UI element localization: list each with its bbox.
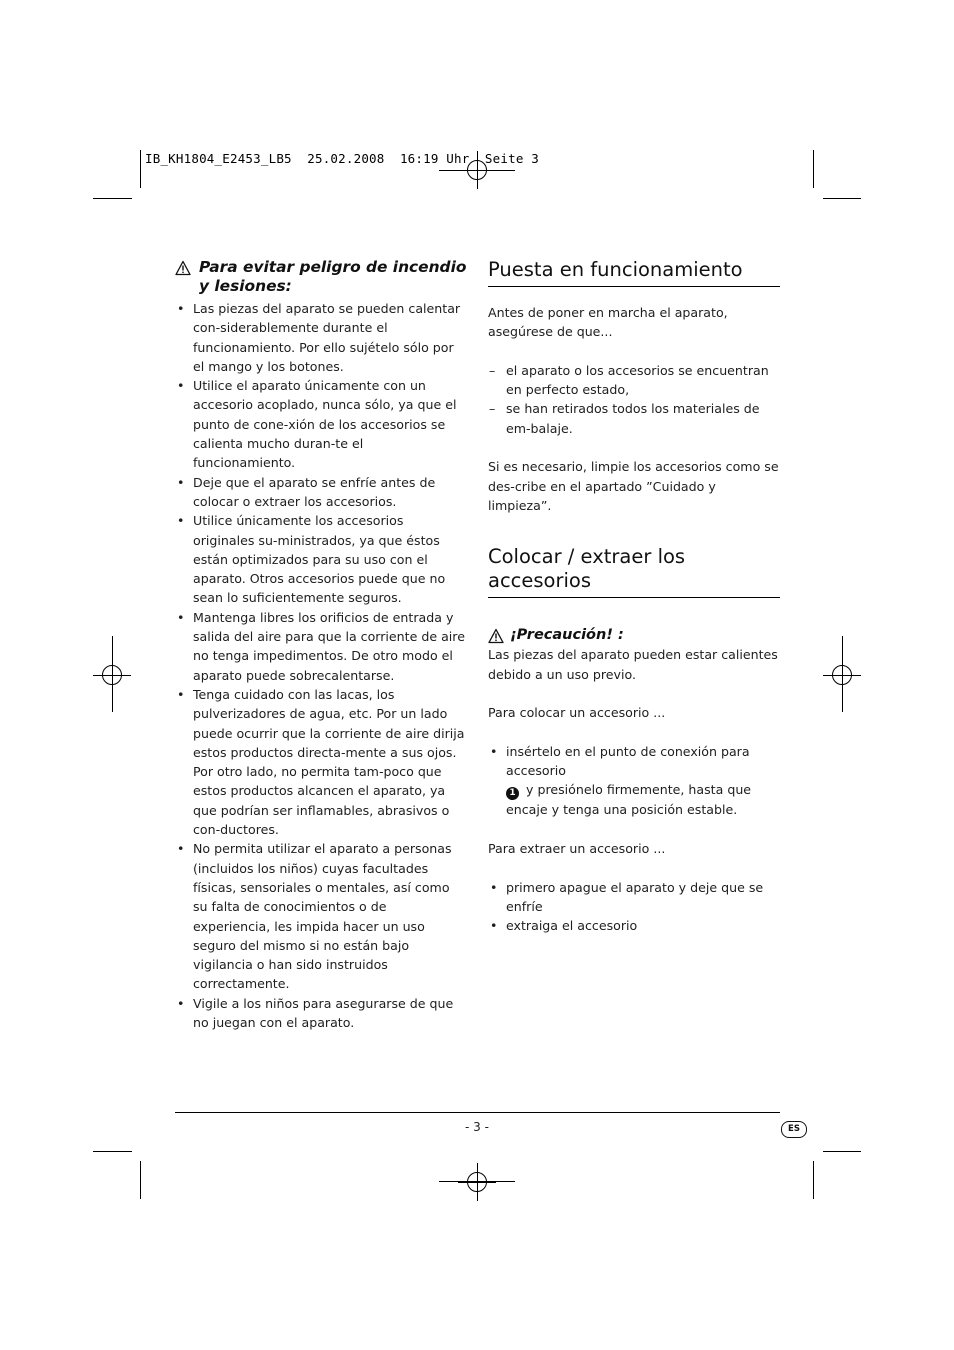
safety-column	[175, 258, 467, 1032]
list-item: • Mantenga libres los orificios de entrada y salida del aire para que la corriente de aire no tenga impedimentos. De otro modo el aparato puede sobrecalentarse.	[175, 608, 467, 685]
crop-mark	[823, 198, 861, 199]
crop-mark	[842, 636, 843, 712]
crop-mark	[140, 150, 141, 188]
puesta-intro: Antes de poner en marcha el aparato, asegúrese de que...	[488, 305, 728, 340]
crop-mark	[93, 198, 132, 199]
remove-label: Para extraer un accesorio ...	[488, 840, 666, 856]
list-item: • extraiga el accesorio	[488, 916, 780, 935]
footer-rule	[175, 1112, 780, 1113]
crop-mark	[439, 1181, 515, 1182]
list-item: • No permita utilizar el aparato a personas (incluidos los niños) cuyas facultades físicas, sensoriales o mentales, así como su falta de conocimientos o de experiencia, les impida hacer un uso seguro del mismo si no están bajo vigilancia o han sido instruidos correctamente.	[175, 839, 467, 993]
puesta-note: Si es necesario, limpie los accesorios como se des-cribe en el apartado ”Cuidado y limpieza”.	[488, 459, 779, 513]
crop-mark	[813, 150, 814, 188]
warning-triangle-icon	[488, 628, 504, 644]
insert-steps	[488, 742, 780, 820]
crop-mark	[813, 1161, 814, 1199]
fire-warning-title: Para evitar peligro de incendio y lesiones:	[199, 258, 467, 295]
remove-steps	[488, 878, 780, 936]
list-item: – se han retirados todos los materiales de em-balaje.	[488, 399, 780, 438]
list-item: – el aparato o los accesorios se encuentran en perfecto estado,	[488, 361, 780, 400]
list-item: • Deje que el aparato se enfríe antes de colocar o extraer los accesorios.	[175, 473, 467, 512]
part-reference-number: 1	[506, 787, 519, 800]
crop-mark	[439, 170, 515, 171]
crop-mark	[140, 1161, 141, 1199]
puesta-heading: Puesta en funcionamiento	[488, 258, 780, 287]
fire-warning-heading	[175, 258, 467, 296]
puesta-checklist	[488, 361, 780, 438]
language-badge: ES	[781, 1121, 807, 1138]
caution-title: ¡Precaución! :	[510, 627, 624, 644]
warning-triangle-icon	[175, 260, 191, 276]
print-slug: IB_KH1804_E2453_LB5 25.02.2008 16:19 Uhr Seite 3	[145, 151, 540, 166]
crop-mark	[112, 636, 113, 712]
crop-mark	[93, 1151, 132, 1152]
registration-mark-bottom	[458, 1163, 496, 1201]
list-item: • Vigile a los niños para asegurarse de que no juegan con el aparato.	[175, 994, 467, 1033]
safety-list	[175, 299, 467, 1032]
page-number: - 3 -	[465, 1120, 489, 1134]
insert-step-b: y presiónelo firmemente, hasta que encaje y tenga una posición estable.	[506, 782, 752, 818]
accesorios-heading: Colocar / extraer los accesorios	[488, 545, 780, 598]
list-item: • primero apague el aparato y deje que se enfríe	[488, 878, 780, 917]
list-item: • Las piezas del aparato se pueden calentar con-siderablemente durante el funcionamiento. Por ello sujételo sólo por el mango y los botones.	[175, 299, 467, 376]
list-item: • Tenga cuidado con las lacas, los pulverizadores de agua, etc. Por un lado puede ocurrir que la corriente de aire dirija estos productos directa-mente a sus ojos. Por otro lado, no permita tam-poco que estos productos alcancen el aparato, ya que podrían ser inflamables, abrasivos o con-ductores.	[175, 685, 467, 839]
caution-text: Las piezas del aparato pueden estar calientes debido a un uso previo.	[488, 647, 778, 682]
caution-heading	[488, 626, 780, 645]
operation-column	[488, 258, 780, 935]
insert-label: Para colocar un accesorio ...	[488, 705, 666, 721]
list-item: • Utilice únicamente los accesorios originales su-ministrados, ya que éstos están optimizados para su uso con el aparato. Otros accesorios puede que no sean lo suficientemente seguros.	[175, 511, 467, 607]
insert-step-a: insértelo en el punto de conexión para accesorio	[506, 743, 750, 779]
list-item: • Utilice el aparato únicamente con un accesorio acoplado, nunca sólo, ya que el punto de cone-xión de los accesorios se calienta mucho duran-te el funcionamiento.	[175, 376, 467, 472]
crop-mark	[823, 1151, 861, 1152]
list-item	[488, 742, 780, 820]
